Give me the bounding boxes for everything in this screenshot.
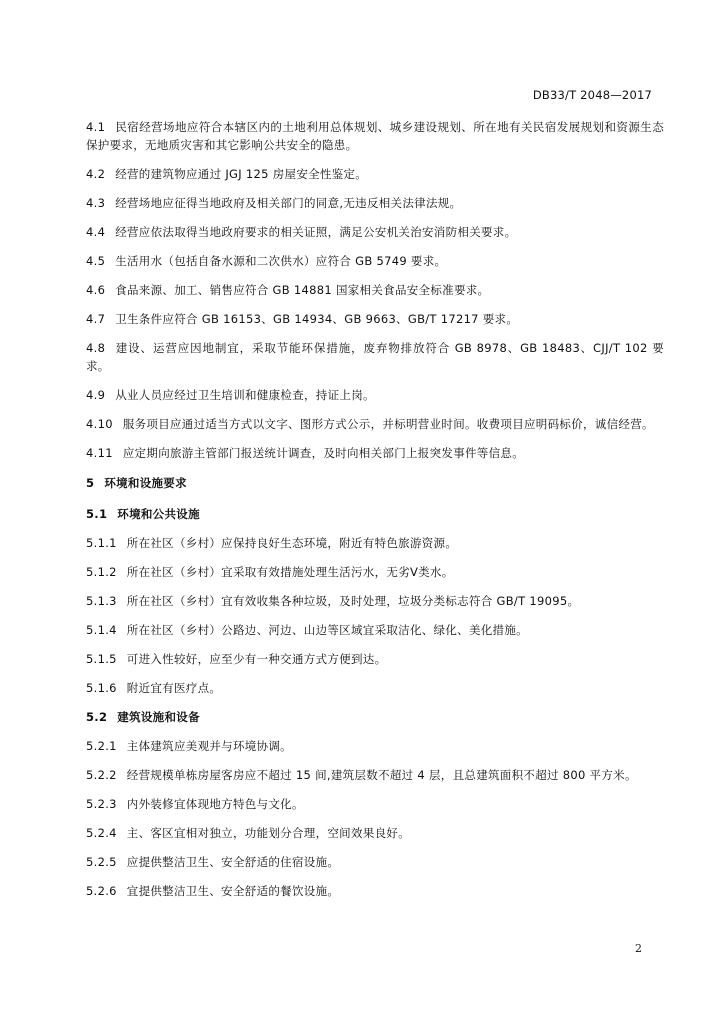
clause-text: 主体建筑应美观并与环境协调。 <box>126 739 292 753</box>
clause-paragraph <box>86 795 664 813</box>
clause-text: 附近宜有医疗点。 <box>126 681 222 695</box>
clause-paragraph <box>86 766 664 784</box>
clause-text: 应定期向旅游主管部门报送统计调查，及时向相关部门上报突发事件等信息。 <box>122 446 525 460</box>
clause-number: 5.2.4 <box>86 826 117 840</box>
clause-paragraph <box>86 534 664 552</box>
clause-paragraph <box>86 339 664 375</box>
clause-paragraph <box>86 444 664 462</box>
clause-paragraph <box>86 223 664 241</box>
clause-text: 经营的建筑物应通过 JGJ 125 房屋安全性鉴定。 <box>115 167 368 181</box>
clause-text: 环境和设施要求 <box>104 476 187 490</box>
clause-number: 5.1.6 <box>86 681 117 695</box>
clause-number: 5.1.1 <box>86 536 117 550</box>
clause-number: 4.9 <box>86 388 106 402</box>
clause-number: 5.2 <box>86 710 108 724</box>
clause-text: 环境和公共设施 <box>117 507 200 521</box>
clause-number: 5.2.6 <box>86 884 117 898</box>
clause-number: 5.1.2 <box>86 565 117 579</box>
clause-text: 生活用水（包括自备水源和二次供水）应符合 GB 5749 要求。 <box>115 254 447 268</box>
clause-text: 经营规模单栋房屋客房应不超过 15 间,建筑层数不超过 4 层，且总建筑面积不超过 800 平方米。 <box>126 768 637 782</box>
clause-text: 所在社区（乡村）公路边、河边、山边等区域宜采取洁化、绿化、美化措施。 <box>126 623 528 637</box>
clause-number: 4.3 <box>86 196 106 210</box>
clause-paragraph <box>86 310 664 328</box>
clause-number: 5.1.5 <box>86 652 117 666</box>
clause-paragraph <box>86 853 664 871</box>
clause-text: 内外装修宜体现地方特色与文化。 <box>126 797 304 811</box>
clause-text: 可进入性较好，应至少有一种交通方式方便到达。 <box>126 652 387 666</box>
clause-text: 从业人员应经过卫生培训和健康检查，持证上岗。 <box>115 388 375 402</box>
clause-number: 4.6 <box>86 283 106 297</box>
clause-text: 应提供整洁卫生、安全舒适的住宿设施。 <box>126 855 340 869</box>
clause-text: 经营场地应征得当地政府及相关部门的同意,无违反相关法律法规。 <box>115 196 462 210</box>
clause-paragraph <box>86 882 664 900</box>
section-heading <box>86 474 664 492</box>
clause-paragraph <box>86 650 664 668</box>
document-code-header: DB33/T 2048—2017 <box>532 88 652 102</box>
clause-paragraph <box>86 563 664 581</box>
clause-number: 5 <box>86 476 95 490</box>
clause-text: 所在社区（乡村）应保持良好生态环境，附近有特色旅游资源。 <box>126 536 458 550</box>
clause-paragraph <box>86 194 664 212</box>
clause-paragraph <box>86 415 664 433</box>
clause-number: 4.7 <box>86 312 106 326</box>
clause-paragraph <box>86 679 664 697</box>
clause-number: 4.4 <box>86 225 106 239</box>
clause-number: 5.2.3 <box>86 797 117 811</box>
clause-paragraph <box>86 824 664 842</box>
subsection-heading <box>86 505 664 523</box>
clause-paragraph <box>86 592 664 610</box>
clause-text: 主、客区宜相对独立，功能划分合理，空间效果良好。 <box>126 826 410 840</box>
clause-paragraph <box>86 165 664 183</box>
clause-number: 5.2.5 <box>86 855 117 869</box>
page-number: 2 <box>635 942 642 955</box>
clause-text: 宜提供整洁卫生、安全舒适的餐饮设施。 <box>126 884 340 898</box>
clause-paragraph <box>86 621 664 639</box>
clause-number: 5.2.2 <box>86 768 117 782</box>
clause-text: 卫生条件应符合 GB 16153、GB 14934、GB 9663、GB/T 17217 要求。 <box>115 312 519 326</box>
clause-number: 4.8 <box>86 341 106 355</box>
clause-text: 建筑设施和设备 <box>117 710 200 724</box>
clause-number: 4.11 <box>86 446 113 460</box>
clause-paragraph <box>86 737 664 755</box>
clause-text: 所在社区（乡村）宜有效收集各种垃圾，及时处理，垃圾分类标志符合 GB/T 19095。 <box>126 594 580 608</box>
clause-number: 5.1.3 <box>86 594 117 608</box>
clause-number: 5.2.1 <box>86 739 117 753</box>
clause-text: 服务项目应通过适当方式以文字、图形方式公示，并标明营业时间。收费项目应明码标价，诚信经营。 <box>122 417 654 431</box>
document-body <box>86 118 664 911</box>
clause-number: 5.1 <box>86 507 108 521</box>
clause-paragraph <box>86 118 664 154</box>
clause-text: 经营应依法取得当地政府要求的相关证照，满足公安机关治安消防相关要求。 <box>115 225 517 239</box>
clause-number: 4.2 <box>86 167 106 181</box>
clause-text: 民宿经营场地应符合本辖区内的土地利用总体规划、城乡建设规划、所在地有关民宿发展规划和资源生态保护要求，无地质灾害和其它影响公共安全的隐患。 <box>86 120 664 152</box>
clause-paragraph <box>86 281 664 299</box>
clause-text: 食品来源、加工、销售应符合 GB 14881 国家相关食品安全标准要求。 <box>115 283 490 297</box>
clause-paragraph <box>86 386 664 404</box>
clause-text: 建设、运营应因地制宜，采取节能环保措施，废弃物排放符合 GB 8978、GB 18483、CJJ/T 102 要求。 <box>86 341 664 373</box>
clause-number: 4.5 <box>86 254 106 268</box>
subsection-heading <box>86 708 664 726</box>
clause-paragraph <box>86 252 664 270</box>
clause-text: 所在社区（乡村）宜采取有效措施处理生活污水，无劣Ⅴ类水。 <box>126 565 454 579</box>
clause-number: 4.10 <box>86 417 113 431</box>
clause-number: 5.1.4 <box>86 623 117 637</box>
clause-number: 4.1 <box>86 120 106 134</box>
